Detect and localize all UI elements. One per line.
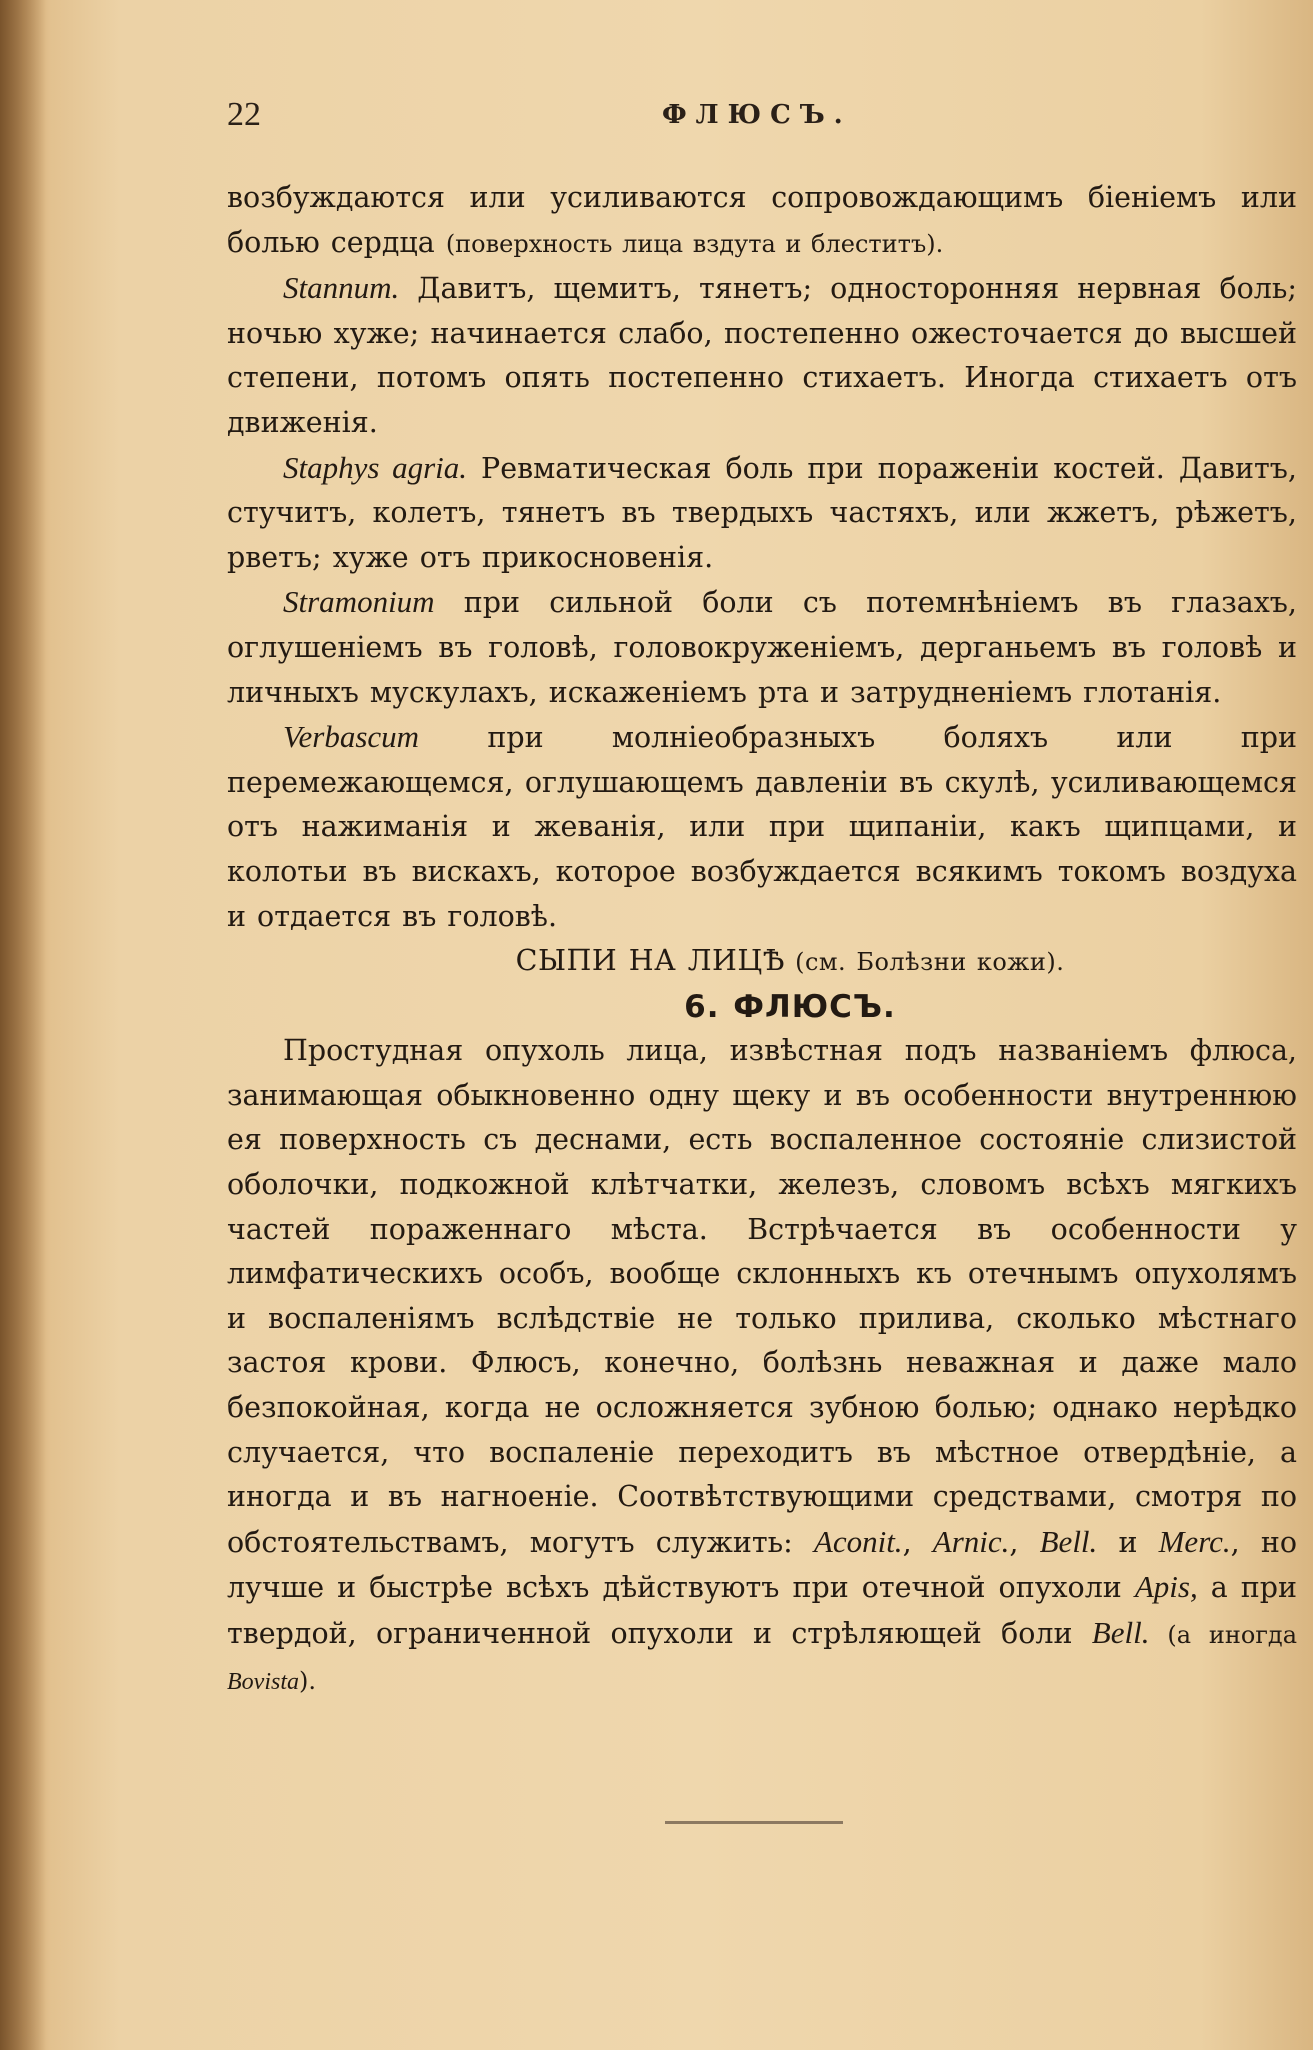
remedy-name: Merc. (1158, 1523, 1231, 1559)
paragraph-staphysagria (227, 446, 1297, 581)
paragraph-stannum (227, 266, 1297, 445)
remedy-name: Staphys agria. (283, 449, 468, 485)
section-title: 6. ФЛЮСЪ. (684, 988, 896, 1025)
spine-shadow (0, 0, 46, 2050)
see-also-reference: (см. Болѣзни кожи). (784, 948, 1065, 977)
paragraph-text: при молніеобразныхъ боляхъ или при перемежающемся, оглушающемъ давленіи въ скулѣ, усиливающемся отъ нажиманія и жеванія, или при щипаніи, какъ щипцами, и колотьи въ вискахъ, которое возбуждается всякимъ токомъ воздуха и отдается въ головѣ. (227, 721, 1297, 933)
remedy-name: Verbascum (283, 719, 420, 755)
paragraph-text: , но лучше и быстрѣе всѣхъ дѣйствуютъ при отечной опухоли (227, 1525, 1297, 1605)
page-number: 22 (227, 96, 261, 133)
paragraph-text: (а иногда (1149, 1621, 1297, 1649)
paragraph-text: при сильной боли съ потемнѣніемъ въ глазахъ, оглушеніемъ въ головѣ, головокруженіемъ, дерганьемъ въ головѣ и личныхъ мускулахъ, искаженіемъ рта и затрудненіемъ глотанія. (227, 586, 1297, 709)
remedy-name: Stannum. (283, 270, 400, 306)
paragraph-continued (227, 176, 1297, 266)
paragraph-text: Давитъ, щемитъ, тянетъ; односторонняя нервная боль; ночью хуже; начинается слабо, постепенно ожесточается до высшей степени, потомъ опять постепенно стихаетъ. Иногда стихаетъ отъ движенія. (227, 272, 1297, 439)
remedy-name: Bovista (227, 1668, 299, 1695)
punctuation: , (1009, 1525, 1040, 1559)
see-also-heading: СЫПИ НА ЛИЦѢ (515, 944, 785, 978)
paragraph-text: Ревматическая боль при пораженіи костей. Давитъ, стучитъ, колетъ, тянетъ въ твердыхъ частяхъ, или жжетъ, рѣжетъ, рветъ; хуже отъ прикосновенія. (227, 451, 1297, 574)
end-rule (665, 1821, 843, 1824)
remedy-name: Apis, (1134, 1569, 1198, 1605)
remedy-name: Arnic. (932, 1523, 1010, 1559)
paragraph-text: а при твердой, ограниченной опухоли и стрѣляющей боли (227, 1571, 1297, 1650)
paragraph-text: Простудная опухоль лица, извѣстная подъ названіемъ флюса, занимающая обыкновенно одну щеку и въ особенности внутреннюю ея поверхность съ деснами, есть воспаленное состояніе слизистой оболочки, подкожной клѣтчатки, железъ, словомъ всѣхъ мягкихъ частей пораженнаго мѣста. Встрѣчается въ особенности у лимфатическихъ особъ, вообще склонныхъ къ отечнымъ опухолямъ и воспаленіямъ вслѣдствіе не только прилива, сколько мѣстнаго застоя крови. Флюсъ, конечно, болѣзнь неважная и даже мало безпокойная, когда не осложняется зубною болью; однако нерѣдко случается, что воспаленіе переходитъ въ мѣстное отвердѣніе, а иногда и въ нагноеніе. Соотвѣтствующими средствами, смотря по обстоятельствамъ, могутъ служить: (227, 1034, 1297, 1559)
punctuation: , (902, 1525, 933, 1559)
see-also-note (227, 939, 1297, 985)
remedy-name: Bell. (1091, 1615, 1150, 1650)
paragraph-note: (поверхность лица вздута и блеститъ). (445, 229, 944, 258)
remedy-name: Aconit. (813, 1523, 903, 1559)
running-title: ФЛЮСЪ. (662, 100, 852, 130)
paragraph-text: возбуждаются или усиливаются сопровождающимъ біеніемъ или болью сердца (227, 181, 1297, 259)
conjunction: и (1097, 1525, 1159, 1559)
paragraph-verbascum (227, 715, 1297, 939)
body-text (227, 176, 1297, 1704)
paragraph-flux (227, 1029, 1297, 1704)
remedy-name: Bell. (1039, 1523, 1098, 1559)
paragraph-stramonium (227, 580, 1297, 715)
running-head (227, 96, 1302, 140)
remedy-name: Stramonium (283, 584, 435, 620)
paragraph-text: ). (299, 1666, 316, 1695)
